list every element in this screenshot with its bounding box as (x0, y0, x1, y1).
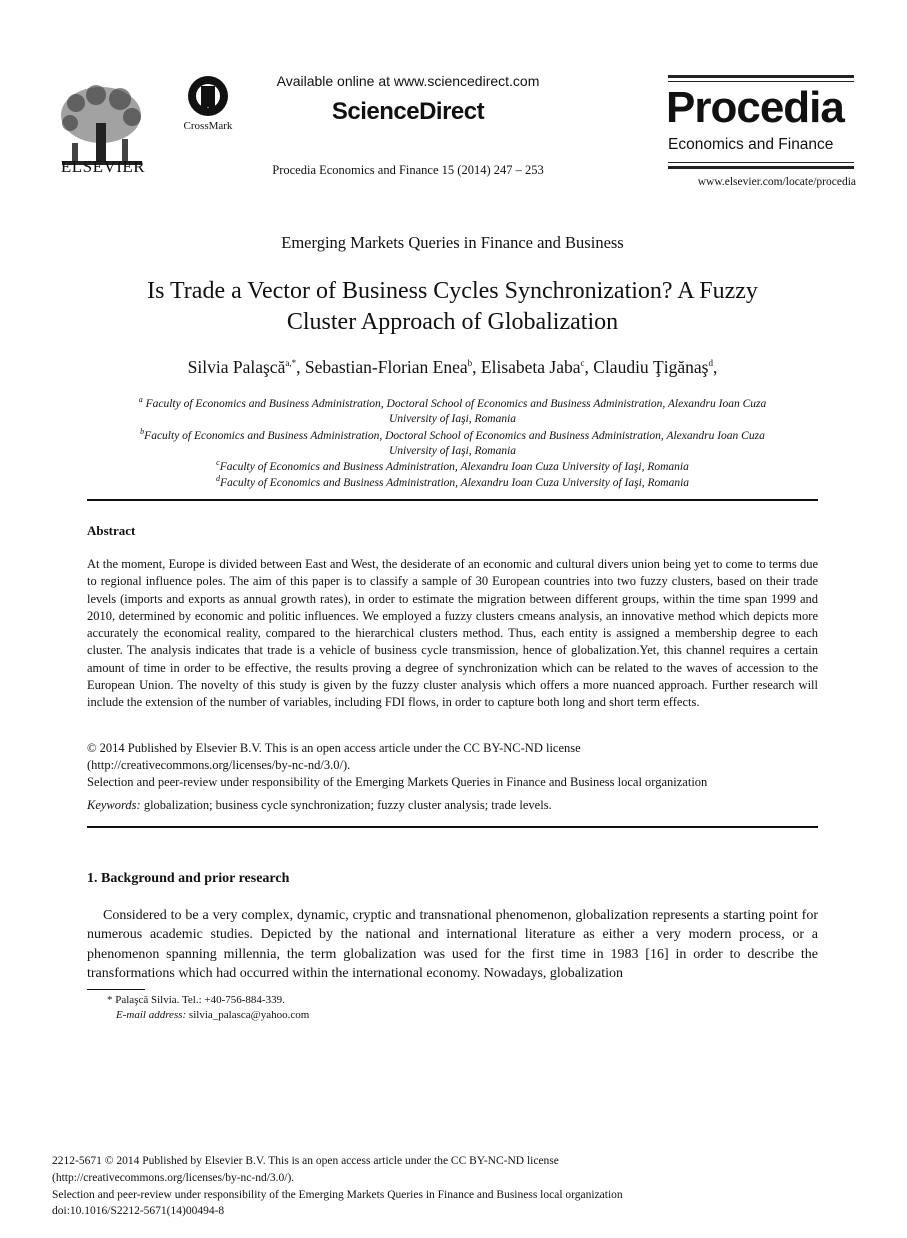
author-list (87, 357, 818, 378)
section-body-text: Considered to be a very complex, dynamic, cryptic and transnational phenomenon, globalization represents a starting point for numerous academic studies. Depicted by the national and international literature as either a very modern process, or a phenomenon spanning millennia, the term globalization was used for the first time in 1983 [16] in order to describe the transformations which had occurred within the international economy. Nowadays, globalization (87, 908, 818, 981)
affiliation-text: Faculty of Economics and Business Administration, Alexandru Ioan Cuza University of Iaşi, Romania (219, 476, 690, 489)
author-separator: , (584, 357, 594, 377)
affiliation-text: Faculty of Economics and Business Administration, Alexandru Ioan Cuza University of Iaşi, Romania (219, 460, 689, 473)
author-name: Silvia Palaşcă (187, 357, 286, 377)
available-online-text[interactable]: Available online at www.sciencedirect.com (276, 73, 540, 89)
bottom-license-link[interactable]: (http://creativecommons.org/licenses/by-nc-nd/3.0/). (52, 1172, 295, 1184)
journal-reference: Procedia Economics and Finance 15 (2014) 247 – 253 (272, 163, 544, 177)
affiliation-mark: b (140, 427, 145, 436)
procedia-subtitle: Economics and Finance (668, 136, 834, 153)
section-heading: 1. Background and prior research (87, 871, 290, 886)
doi[interactable]: doi:10.1016/S2212-5671(14)00494-8 (52, 1205, 225, 1217)
procedia-rule (668, 75, 854, 78)
elsevier-wordmark: ELSEVIER (60, 157, 146, 176)
affiliation-a (87, 392, 818, 428)
author-affiliation-mark: c (580, 358, 585, 369)
author-separator: , (712, 357, 718, 377)
author-name: Claudiu Ţigănaş (593, 357, 709, 377)
divider (87, 499, 818, 501)
footnote-contact: * Palaşcă Silvia. Tel.: +40-756-884-339. (107, 994, 285, 1006)
footnote-email (87, 1008, 847, 1024)
bottom-peer-review: Selection and peer-review under responsibility of the Emerging Markets Queries in Finance and Business local organization (52, 1189, 623, 1201)
procedia-rule (668, 162, 854, 163)
affiliation-text: University of Iaşi, Romania (388, 445, 517, 458)
author-name: Elisabeta Jaba (480, 357, 581, 377)
divider (87, 826, 818, 828)
email-address[interactable]: silvia_palasca@yahoo.com (186, 1009, 310, 1021)
author-name: Sebastian-Florian Enea (304, 357, 468, 377)
keywords-text: globalization; business cycle synchronization; fuzzy cluster analysis; trade levels. (140, 798, 552, 812)
affiliation-mark: c (216, 458, 220, 467)
peer-review-statement: Selection and peer-review under responsibility of the Emerging Markets Queries in Finance and Business local organization (87, 775, 708, 789)
abstract-heading: Abstract (87, 523, 136, 538)
procedia-rule (668, 81, 854, 82)
sciencedirect-wordmark: ScienceDirect (331, 98, 485, 125)
author-affiliation-mark: b (467, 358, 473, 369)
license-link[interactable]: (http://creativecommons.org/licenses/by-nc-nd/3.0/). (87, 758, 351, 772)
author-affiliation-mark: a,* (285, 358, 297, 369)
license-statement: © 2014 Published by Elsevier B.V. This is an open access article under the CC BY-NC-ND license (87, 741, 581, 755)
procedia-rule (668, 166, 854, 169)
affiliation-text: Faculty of Economics and Business Administration, Doctoral School of Economics and Business Administration, Alexandru Ioan Cuza (142, 397, 767, 410)
crossmark-label: CrossMark (183, 120, 233, 132)
issn-license-line: 2212-5671 © 2014 Published by Elsevier B.V. This is an open access article under the CC BY-NC-ND license (52, 1155, 559, 1167)
keywords-label: Keywords: (87, 798, 141, 812)
footnote-divider (87, 989, 145, 990)
email-label: E-mail address: (116, 1009, 187, 1021)
keywords (87, 798, 818, 813)
abstract-text: At the moment, Europe is divided between East and West, the desiderate of an economic and cultural divers union being yet to come to terms due to regional influence poles. The aim of this paper is to classify a sample of 30 European countries into two fuzzy clusters, based on their trade levels (imports and exports as annual growth rates), in order to estimate the migration between different groups, within the time span 1999 and 2010, determined by economic and politic influences. We employed a fuzzy clusters cmeans analysis, an innovative method which depicts more accurately the economical reality, compared to the hierarchical clusters method. Thus, each entity is assigned a membership degree to each cluster. The analysis indicates that trade is a vehicle of business cycle transmission, hence of globalization.Yet, this channel requires a certain amount of time in order to be effective, the results proving a degree of synchronization which can be related to the waves of accession to the European Union. The novelty of this study is given by the fuzzy cluster analysis which offers a more nuanced approach. Further research will include the extension of the number of variables, including FDI flows, in order to capture both long and short term effects. (87, 557, 818, 710)
conference-name: Emerging Markets Queries in Finance and Business (281, 233, 624, 252)
procedia-brand: Procedia (666, 83, 844, 132)
affiliation-d (87, 471, 818, 491)
author-separator: , (296, 357, 305, 377)
author-separator: , (472, 357, 481, 377)
title-line-2: Cluster Approach of Globalization (286, 309, 619, 335)
procedia-url-link[interactable]: www.elsevier.com/locate/procedia (697, 176, 856, 188)
paper-title (87, 276, 818, 338)
affiliation-text: University of Iaşi, Romania (388, 413, 517, 426)
affiliation-mark: d (215, 474, 220, 483)
affiliation-text: Faculty of Economics and Business Administration, Doctoral School of Economics and Business Administration, Alexandru Ioan Cuza (144, 429, 765, 442)
author-affiliation-mark: d (708, 358, 713, 369)
title-line-1: Is Trade a Vector of Business Cycles Synchronization? A Fuzzy (147, 278, 758, 304)
affiliation-mark: a (138, 395, 143, 404)
